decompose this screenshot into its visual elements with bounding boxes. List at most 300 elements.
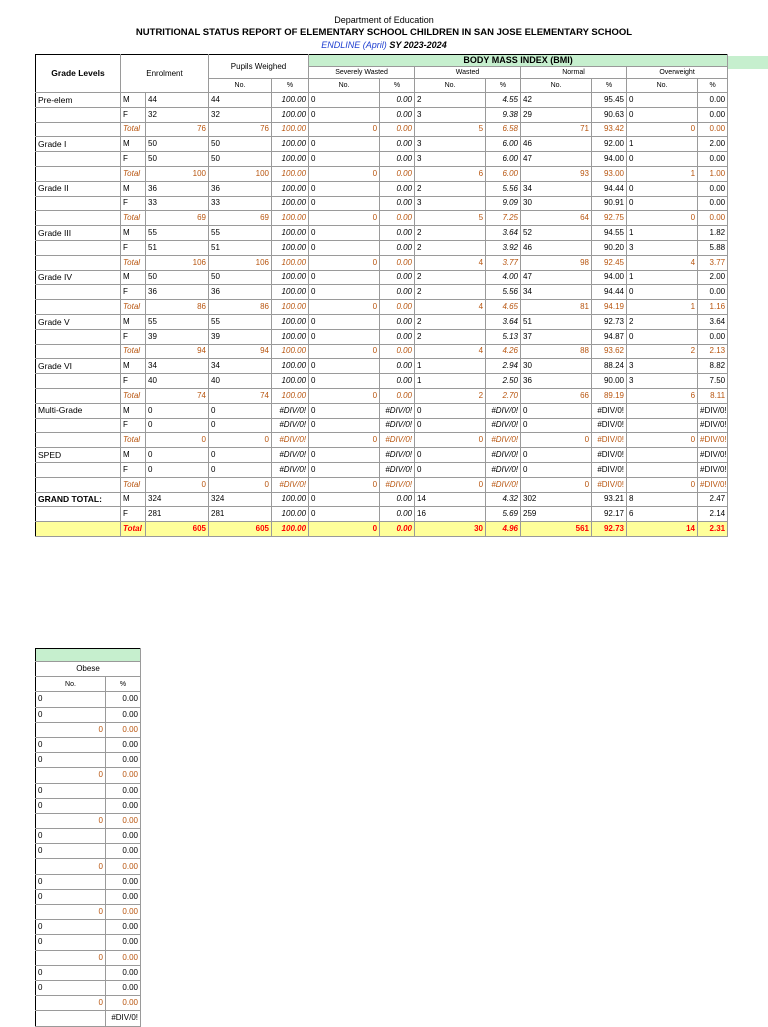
wasted-no-cell: 1 — [415, 359, 486, 374]
pupils-weighed-pct-cell: 100.00 — [272, 300, 309, 315]
overweight-pct-cell: #DIV/0! — [698, 462, 728, 477]
table-row — [36, 492, 728, 507]
normal-pct-cell: #DIV/0! — [592, 433, 627, 448]
table-row — [36, 270, 728, 285]
wasted-no-cell: 2 — [415, 240, 486, 255]
sex-cell: F — [121, 240, 146, 255]
grade-level-cell — [36, 477, 121, 492]
obese-pct-cell: 0.00 — [106, 965, 141, 980]
overweight-pct-cell: #DIV/0! — [698, 433, 728, 448]
obese-pct-cell: 0.00 — [106, 829, 141, 844]
normal-pct-cell: 94.87 — [592, 329, 627, 344]
pupils-weighed-no-cell: 0 — [209, 418, 272, 433]
normal-no-cell: 0 — [521, 477, 592, 492]
overweight-no-cell: 8 — [627, 492, 698, 507]
normal-pct-cell: #DIV/0! — [592, 477, 627, 492]
enrolment-cell: 69 — [146, 211, 209, 226]
wasted-no-cell: 2 — [415, 285, 486, 300]
overweight-no-cell: 1 — [627, 137, 698, 152]
sex-cell: M — [121, 226, 146, 241]
pupils-weighed-pct-cell: 100.00 — [272, 329, 309, 344]
wasted-no-cell: 5 — [415, 122, 486, 137]
pupils-weighed-header: Pupils Weighed — [209, 55, 309, 79]
severely-wasted-no-cell: 0 — [309, 211, 380, 226]
normal-no-cell: 0 — [521, 403, 592, 418]
table-row — [36, 240, 728, 255]
overweight-no-cell: 0 — [627, 181, 698, 196]
wasted-no-cell: 0 — [415, 403, 486, 418]
table-row — [36, 889, 141, 904]
normal-no-cell: 0 — [521, 418, 592, 433]
obese-pct-cell: 0.00 — [106, 753, 141, 768]
obese-no-cell: 0 — [36, 844, 106, 859]
table-row — [36, 813, 141, 828]
table-row — [36, 965, 141, 980]
pupils-weighed-no-cell: 74 — [209, 388, 272, 403]
grade-level-cell — [36, 329, 121, 344]
enrolment-cell: 94 — [146, 344, 209, 359]
pupils-weighed-no-cell: 55 — [209, 226, 272, 241]
pupils-weighed-pct-cell: 100.00 — [272, 374, 309, 389]
pupils-weighed-pct-cell: 100.00 — [272, 492, 309, 507]
wasted-pct-cell: #DIV/0! — [486, 462, 521, 477]
table-row — [36, 477, 728, 492]
grade-level-cell — [36, 388, 121, 403]
overweight-no-cell: 2 — [627, 344, 698, 359]
severely-wasted-no-cell: 0 — [309, 300, 380, 315]
wasted-no-cell: 4 — [415, 255, 486, 270]
severely-wasted-pct-cell: 0.00 — [380, 522, 415, 537]
normal-pct-cell: 94.19 — [592, 300, 627, 315]
enrolment-cell: 106 — [146, 255, 209, 270]
table-row — [36, 122, 728, 137]
ow-pct-header: % — [698, 79, 728, 93]
pupils-weighed-no-cell: 40 — [209, 374, 272, 389]
grade-level-cell — [36, 122, 121, 137]
sex-cell: M — [121, 314, 146, 329]
table-row — [36, 359, 728, 374]
pupils-weighed-pct-cell: 100.00 — [272, 93, 309, 108]
table-row — [36, 707, 141, 722]
obese-no-cell: 0 — [36, 980, 106, 995]
enrolment-cell: 50 — [146, 270, 209, 285]
severely-wasted-pct-cell: 0.00 — [380, 255, 415, 270]
pupils-weighed-pct-cell: 100.00 — [272, 314, 309, 329]
pupils-weighed-pct-cell: 100.00 — [272, 240, 309, 255]
sex-cell: M — [121, 403, 146, 418]
normal-no-cell: 0 — [521, 462, 592, 477]
wasted-pct-cell: 2.50 — [486, 374, 521, 389]
severely-wasted-no-cell: 0 — [309, 418, 380, 433]
normal-pct-cell: 94.00 — [592, 152, 627, 167]
overweight-pct-cell: 2.13 — [698, 344, 728, 359]
grade-level-cell: Grade I — [36, 137, 121, 152]
overweight-no-cell: 0 — [627, 122, 698, 137]
severely-wasted-pct-cell: 0.00 — [380, 507, 415, 522]
pupils-weighed-no-cell: 34 — [209, 359, 272, 374]
grade-level-cell: Grade IV — [36, 270, 121, 285]
table-row — [36, 181, 728, 196]
sex-cell: F — [121, 329, 146, 344]
overweight-no-cell: 14 — [627, 522, 698, 537]
overweight-pct-cell: 0.00 — [698, 152, 728, 167]
grade-level-cell — [36, 374, 121, 389]
overweight-pct-cell: 0.00 — [698, 211, 728, 226]
wasted-no-cell: 14 — [415, 492, 486, 507]
overweight-no-cell: 4 — [627, 255, 698, 270]
wasted-no-cell: 3 — [415, 107, 486, 122]
sex-cell: M — [121, 448, 146, 463]
overweight-pct-cell: #DIV/0! — [698, 418, 728, 433]
enrolment-cell: 605 — [146, 522, 209, 537]
pupils-weighed-pct-cell: 100.00 — [272, 270, 309, 285]
wasted-no-cell: 2 — [415, 329, 486, 344]
obese-pct-cell: 0.00 — [106, 874, 141, 889]
sw-no-header: No. — [309, 79, 380, 93]
overweight-pct-cell: 2.14 — [698, 507, 728, 522]
normal-no-cell: 36 — [521, 374, 592, 389]
severely-wasted-pct-cell: 0.00 — [380, 329, 415, 344]
table-row — [36, 935, 141, 950]
obese-header: Obese — [36, 662, 141, 677]
table-row — [36, 93, 728, 108]
pupils-weighed-pct-cell: 100.00 — [272, 107, 309, 122]
enrolment-cell: 324 — [146, 492, 209, 507]
wasted-no-cell: 3 — [415, 196, 486, 211]
wasted-pct-cell: 6.00 — [486, 166, 521, 181]
severely-wasted-pct-cell: 0.00 — [380, 285, 415, 300]
wasted-no-cell: 3 — [415, 137, 486, 152]
wasted-pct-cell: 4.00 — [486, 270, 521, 285]
obese-no-cell: 0 — [36, 950, 106, 965]
obese-pct-cell: 0.00 — [106, 950, 141, 965]
wasted-pct-cell: 4.65 — [486, 300, 521, 315]
wasted-pct-cell: 3.64 — [486, 226, 521, 241]
sex-cell: Total — [121, 166, 146, 181]
overweight-pct-cell: 2.00 — [698, 137, 728, 152]
severely-wasted-no-cell: 0 — [309, 196, 380, 211]
enrolment-cell: 34 — [146, 359, 209, 374]
enrolment-cell: 0 — [146, 433, 209, 448]
bmi-header: BODY MASS INDEX (BMI) — [309, 55, 728, 67]
sex-cell: F — [121, 462, 146, 477]
table-row — [36, 996, 141, 1011]
normal-no-cell: 52 — [521, 226, 592, 241]
severely-wasted-no-cell: 0 — [309, 492, 380, 507]
sex-cell: M — [121, 270, 146, 285]
obese-pct-cell: 0.00 — [106, 996, 141, 1011]
normal-no-cell: 64 — [521, 211, 592, 226]
wasted-no-cell: 5 — [415, 211, 486, 226]
sex-cell: M — [121, 359, 146, 374]
severely-wasted-pct-cell: #DIV/0! — [380, 418, 415, 433]
wasted-pct-cell: 4.26 — [486, 344, 521, 359]
wasted-pct-cell: #DIV/0! — [486, 448, 521, 463]
severely-wasted-no-cell: 0 — [309, 344, 380, 359]
school-year-label: SY 2023-2024 — [389, 40, 447, 50]
table-row — [36, 753, 141, 768]
sex-cell: Total — [121, 477, 146, 492]
enrolment-cell: 86 — [146, 300, 209, 315]
severely-wasted-pct-cell: 0.00 — [380, 226, 415, 241]
wasted-no-cell: 2 — [415, 181, 486, 196]
grade-level-cell — [36, 255, 121, 270]
normal-no-cell: 93 — [521, 166, 592, 181]
obese-no-cell: 0 — [36, 920, 106, 935]
pupils-weighed-no-cell: 605 — [209, 522, 272, 537]
overweight-no-cell — [627, 403, 698, 418]
normal-pct-cell: 92.17 — [592, 507, 627, 522]
normal-no-cell: 561 — [521, 522, 592, 537]
obese-green-band — [36, 649, 141, 662]
normal-pct-cell: #DIV/0! — [592, 448, 627, 463]
sex-cell: Total — [121, 300, 146, 315]
table-row — [36, 522, 728, 537]
normal-pct-cell: 90.00 — [592, 374, 627, 389]
severely-wasted-no-cell: 0 — [309, 166, 380, 181]
wasted-no-cell: 30 — [415, 522, 486, 537]
enrolment-cell: 44 — [146, 93, 209, 108]
pupils-weighed-pct-cell: #DIV/0! — [272, 418, 309, 433]
severely-wasted-pct-cell: 0.00 — [380, 388, 415, 403]
normal-no-cell: 98 — [521, 255, 592, 270]
overweight-no-cell: 0 — [627, 433, 698, 448]
pupils-weighed-no-cell: 69 — [209, 211, 272, 226]
overweight-pct-cell: 7.50 — [698, 374, 728, 389]
wasted-pct-cell: 4.32 — [486, 492, 521, 507]
sex-cell: M — [121, 181, 146, 196]
table-row — [36, 920, 141, 935]
severely-wasted-no-cell: 0 — [309, 403, 380, 418]
enrolment-cell: 55 — [146, 226, 209, 241]
sex-cell: Total — [121, 344, 146, 359]
overweight-pct-cell: 0.00 — [698, 285, 728, 300]
normal-no-cell: 302 — [521, 492, 592, 507]
severely-wasted-pct-cell: 0.00 — [380, 374, 415, 389]
severely-wasted-pct-cell: 0.00 — [380, 181, 415, 196]
enrolment-cell: 33 — [146, 196, 209, 211]
table-row — [36, 874, 141, 889]
obese-pct-cell: 0.00 — [106, 980, 141, 995]
enrolment-cell: 36 — [146, 285, 209, 300]
wasted-pct-cell: 2.94 — [486, 359, 521, 374]
table-row — [36, 211, 728, 226]
pupils-weighed-pct-cell: #DIV/0! — [272, 448, 309, 463]
normal-pct-cell: #DIV/0! — [592, 418, 627, 433]
overweight-pct-cell: 1.00 — [698, 166, 728, 181]
pupils-weighed-no-cell: 281 — [209, 507, 272, 522]
pupils-weighed-no-cell: 86 — [209, 300, 272, 315]
obese-no-cell: 0 — [36, 965, 106, 980]
pupils-weighed-no-cell: 32 — [209, 107, 272, 122]
normal-pct-cell: 93.42 — [592, 122, 627, 137]
wasted-pct-cell: 6.00 — [486, 137, 521, 152]
sex-cell: M — [121, 137, 146, 152]
grade-level-cell — [36, 462, 121, 477]
overweight-pct-cell: #DIV/0! — [698, 477, 728, 492]
sex-cell: Total — [121, 211, 146, 226]
grade-level-cell — [36, 240, 121, 255]
obese-no-cell: 0 — [36, 874, 106, 889]
severely-wasted-no-cell: 0 — [309, 388, 380, 403]
sw-pct-header: % — [380, 79, 415, 93]
normal-pct-cell: 92.75 — [592, 211, 627, 226]
pupils-weighed-no-cell: 76 — [209, 122, 272, 137]
grade-level-cell — [36, 344, 121, 359]
ob-pct-header: % — [106, 677, 141, 692]
overweight-header: Overweight — [627, 67, 728, 79]
normal-no-cell: 29 — [521, 107, 592, 122]
grade-level-cell: Multi-Grade — [36, 403, 121, 418]
department-label: Department of Education — [334, 15, 434, 25]
report-period — [0, 40, 768, 50]
pupils-weighed-pct-cell: 100.00 — [272, 211, 309, 226]
overweight-pct-cell: 8.82 — [698, 359, 728, 374]
pw-pct-header: % — [272, 79, 309, 93]
wasted-pct-cell: 9.38 — [486, 107, 521, 122]
table-row — [36, 226, 728, 241]
obese-pct-cell: 0.00 — [106, 844, 141, 859]
grade-level-cell: Grade II — [36, 181, 121, 196]
wasted-no-cell: 2 — [415, 93, 486, 108]
overweight-no-cell: 0 — [627, 329, 698, 344]
normal-pct-cell: 93.62 — [592, 344, 627, 359]
wasted-pct-cell: #DIV/0! — [486, 418, 521, 433]
grade-level-cell — [36, 300, 121, 315]
wasted-no-cell: 2 — [415, 270, 486, 285]
pupils-weighed-no-cell: 36 — [209, 285, 272, 300]
pupils-weighed-no-cell: 0 — [209, 462, 272, 477]
obese-no-cell: 0 — [36, 737, 106, 752]
normal-no-cell: 71 — [521, 122, 592, 137]
pupils-weighed-no-cell: 0 — [209, 403, 272, 418]
sex-cell: M — [121, 492, 146, 507]
enrolment-cell: 39 — [146, 329, 209, 344]
wasted-no-cell: 2 — [415, 226, 486, 241]
pupils-weighed-no-cell: 100 — [209, 166, 272, 181]
severely-wasted-pct-cell: 0.00 — [380, 93, 415, 108]
normal-pct-cell: 94.00 — [592, 270, 627, 285]
wasted-no-cell: 6 — [415, 166, 486, 181]
enrolment-cell: 0 — [146, 418, 209, 433]
overweight-pct-cell: 1.82 — [698, 226, 728, 241]
severely-wasted-pct-cell: 0.00 — [380, 314, 415, 329]
severely-wasted-pct-cell: 0.00 — [380, 300, 415, 315]
wasted-header: Wasted — [415, 67, 521, 79]
severely-wasted-no-cell: 0 — [309, 181, 380, 196]
wasted-no-cell: 4 — [415, 344, 486, 359]
severely-wasted-pct-cell: 0.00 — [380, 122, 415, 137]
overweight-pct-cell: 2.47 — [698, 492, 728, 507]
enrolment-cell: 36 — [146, 181, 209, 196]
severely-wasted-pct-cell: 0.00 — [380, 107, 415, 122]
obese-no-cell: 0 — [36, 905, 106, 920]
sex-cell: F — [121, 374, 146, 389]
normal-pct-cell: 92.45 — [592, 255, 627, 270]
normal-no-cell: 81 — [521, 300, 592, 315]
obese-no-cell: 0 — [36, 798, 106, 813]
normal-no-cell: 88 — [521, 344, 592, 359]
overweight-pct-cell: 0.00 — [698, 329, 728, 344]
sex-cell: Total — [121, 255, 146, 270]
wasted-pct-cell: 7.25 — [486, 211, 521, 226]
pupils-weighed-no-cell: 36 — [209, 181, 272, 196]
wasted-pct-cell: 5.56 — [486, 181, 521, 196]
overweight-pct-cell: #DIV/0! — [698, 448, 728, 463]
wasted-pct-cell: 5.56 — [486, 285, 521, 300]
obese-pct-cell: 0.00 — [106, 692, 141, 707]
severely-wasted-pct-cell: #DIV/0! — [380, 448, 415, 463]
severely-wasted-no-cell: 0 — [309, 93, 380, 108]
obese-pct-cell: 0.00 — [106, 889, 141, 904]
sex-cell: F — [121, 507, 146, 522]
overweight-pct-cell: 3.77 — [698, 255, 728, 270]
severely-wasted-no-cell: 0 — [309, 137, 380, 152]
table-row — [36, 107, 728, 122]
wasted-pct-cell: #DIV/0! — [486, 403, 521, 418]
severely-wasted-pct-cell: #DIV/0! — [380, 477, 415, 492]
wasted-no-cell: 1 — [415, 374, 486, 389]
table-row — [36, 507, 728, 522]
pupils-weighed-no-cell: 39 — [209, 329, 272, 344]
pupils-weighed-no-cell: 51 — [209, 240, 272, 255]
normal-pct-cell: 93.21 — [592, 492, 627, 507]
overweight-no-cell — [627, 418, 698, 433]
severely-wasted-pct-cell: #DIV/0! — [380, 462, 415, 477]
table-row — [36, 798, 141, 813]
pupils-weighed-pct-cell: 100.00 — [272, 255, 309, 270]
severely-wasted-no-cell: 0 — [309, 107, 380, 122]
table-row — [36, 783, 141, 798]
obese-pct-cell: 0.00 — [106, 783, 141, 798]
normal-pct-cell: 94.55 — [592, 226, 627, 241]
normal-no-cell: 47 — [521, 152, 592, 167]
wasted-pct-cell: 4.55 — [486, 93, 521, 108]
normal-pct-cell: 88.24 — [592, 359, 627, 374]
table-row — [36, 300, 728, 315]
severely-wasted-no-cell: 0 — [309, 329, 380, 344]
table-row — [36, 692, 141, 707]
table-row — [36, 196, 728, 211]
pw-no-header: No. — [209, 79, 272, 93]
normal-header: Normal — [521, 67, 627, 79]
normal-pct-cell: 92.73 — [592, 314, 627, 329]
pupils-weighed-pct-cell: #DIV/0! — [272, 462, 309, 477]
table-row — [36, 374, 728, 389]
obese-pct-cell: 0.00 — [106, 768, 141, 783]
normal-no-cell: 0 — [521, 433, 592, 448]
enrolment-cell: 74 — [146, 388, 209, 403]
overweight-no-cell: 3 — [627, 359, 698, 374]
enrolment-cell: 0 — [146, 403, 209, 418]
overweight-pct-cell: 3.64 — [698, 314, 728, 329]
overweight-no-cell — [627, 462, 698, 477]
obese-pct-cell: 0.00 — [106, 935, 141, 950]
severely-wasted-no-cell: 0 — [309, 462, 380, 477]
sex-cell: F — [121, 196, 146, 211]
overweight-pct-cell: 0.00 — [698, 107, 728, 122]
severely-wasted-no-cell: 0 — [309, 507, 380, 522]
normal-no-cell: 34 — [521, 285, 592, 300]
pupils-weighed-pct-cell: 100.00 — [272, 388, 309, 403]
grade-level-cell: Grade VI — [36, 359, 121, 374]
pupils-weighed-no-cell: 33 — [209, 196, 272, 211]
obese-pct-cell: 0.00 — [106, 905, 141, 920]
overweight-no-cell: 2 — [627, 314, 698, 329]
normal-no-cell: 51 — [521, 314, 592, 329]
obese-no-cell: 0 — [36, 889, 106, 904]
severely-wasted-no-cell: 0 — [309, 226, 380, 241]
